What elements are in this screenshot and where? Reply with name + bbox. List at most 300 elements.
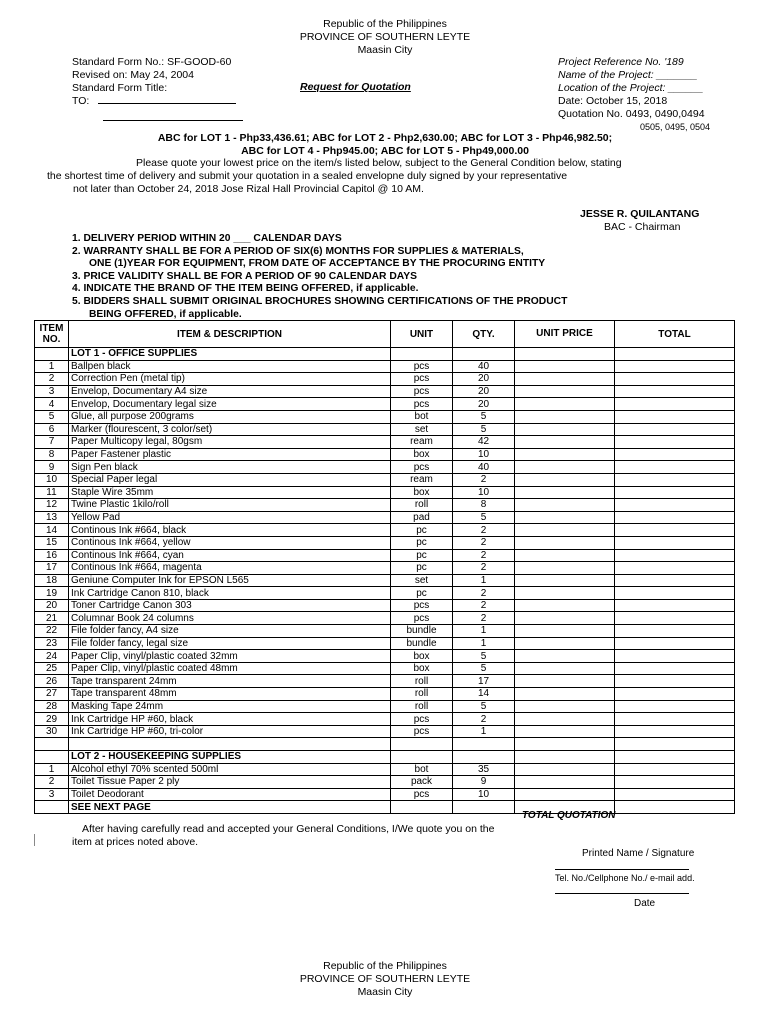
total-cell[interactable]: [615, 713, 735, 726]
total-cell[interactable]: [615, 385, 735, 398]
item-no-cell: 3: [35, 385, 69, 398]
table-row: [35, 511, 735, 524]
item-unit-cell: set: [391, 423, 453, 436]
item-qty-cell: 2: [453, 599, 515, 612]
table-row: [35, 473, 735, 486]
table-row: [35, 788, 735, 801]
item-unit-cell: pc: [391, 536, 453, 549]
item-description-cell: Columnar Book 24 columns: [69, 612, 391, 625]
item-no-cell: 13: [35, 511, 69, 524]
condition-2: 2. WARRANTY SHALL BE FOR A PERIOD OF SIX(6) MONTHS FOR SUPPLIES & MATERIALS,: [72, 245, 524, 257]
standard-form-title: Standard Form Title:: [72, 82, 168, 94]
item-no-cell: 27: [35, 688, 69, 701]
unit-price-cell[interactable]: [515, 448, 615, 461]
item-unit-cell: ream: [391, 436, 453, 449]
item-no-cell: 8: [35, 448, 69, 461]
item-no-cell: 24: [35, 650, 69, 663]
total-cell[interactable]: [615, 625, 735, 638]
header-line-2: PROVINCE OF SOUTHERN LEYTE: [299, 31, 471, 43]
see-next-page-row: [35, 801, 735, 814]
col-unit: UNIT: [391, 321, 453, 348]
item-no-cell: 30: [35, 725, 69, 738]
date-label: Date: [634, 898, 656, 909]
item-description-cell: Marker (flourescent, 3 color/set): [69, 423, 391, 436]
table-row: [35, 398, 735, 411]
footer-line-2: item at prices noted above.: [72, 836, 199, 848]
item-description-cell: Staple Wire 35mm: [69, 486, 391, 499]
tel-field[interactable]: [555, 869, 689, 870]
item-qty-cell: 5: [453, 700, 515, 713]
item-no-cell: [35, 751, 69, 764]
unit-price-cell[interactable]: [515, 788, 615, 801]
total-cell[interactable]: [615, 599, 735, 612]
unit-price-cell[interactable]: [515, 398, 615, 411]
total-cell[interactable]: [615, 700, 735, 713]
total-cell[interactable]: [615, 776, 735, 789]
item-no-cell: 19: [35, 587, 69, 600]
table-row: [35, 650, 735, 663]
empty-cell: [515, 348, 615, 361]
empty-cell: [615, 738, 735, 751]
item-qty-cell: 14: [453, 688, 515, 701]
empty-cell: [615, 801, 735, 814]
item-description-cell: Continous Ink #664, magenta: [69, 562, 391, 575]
item-qty-cell: 17: [453, 675, 515, 688]
blank-row: [35, 738, 735, 751]
item-unit-cell: pcs: [391, 599, 453, 612]
abc-line-1: ABC for LOT 1 - Php33,436.61; ABC for LOT 2 - Php2,630.00; ABC for LOT 3 - Php46,982.50;: [157, 132, 613, 144]
lot2-title-row: [35, 751, 735, 764]
quotation-no: Quotation No. 0493, 0490,0494: [558, 108, 705, 120]
item-qty-cell: 2: [453, 473, 515, 486]
printed-name-label: Printed Name / Signature: [582, 848, 695, 859]
unit-price-cell[interactable]: [515, 700, 615, 713]
item-unit-cell: bundle: [391, 625, 453, 638]
unit-price-cell[interactable]: [515, 499, 615, 512]
item-description-cell: Toner Cartridge Canon 303: [69, 599, 391, 612]
project-date: Date: October 15, 2018: [558, 95, 668, 107]
total-cell[interactable]: [615, 662, 735, 675]
table-row: [35, 763, 735, 776]
item-qty-cell: 5: [453, 410, 515, 423]
empty-cell: [391, 348, 453, 361]
item-unit-cell: pcs: [391, 461, 453, 474]
table-row: [35, 373, 735, 386]
unit-price-cell[interactable]: [515, 625, 615, 638]
item-description-cell: Yellow Pad: [69, 511, 391, 524]
empty-cell: [453, 348, 515, 361]
to-line: [72, 95, 243, 108]
empty-cell: [391, 801, 453, 814]
table-row: [35, 662, 735, 675]
total-cell[interactable]: [615, 436, 735, 449]
item-unit-cell: pcs: [391, 788, 453, 801]
footer-header-line-1: Republic of the Philippines: [323, 960, 447, 972]
item-qty-cell: 2: [453, 549, 515, 562]
item-unit-cell: pc: [391, 524, 453, 537]
empty-cell: [35, 738, 69, 751]
item-unit-cell: bot: [391, 410, 453, 423]
unit-price-cell[interactable]: [515, 688, 615, 701]
empty-cell: [453, 751, 515, 764]
unit-price-cell[interactable]: [515, 675, 615, 688]
unit-price-cell[interactable]: [515, 549, 615, 562]
total-cell[interactable]: [615, 650, 735, 663]
unit-price-cell[interactable]: [515, 436, 615, 449]
item-unit-cell: pcs: [391, 725, 453, 738]
total-cell[interactable]: [615, 410, 735, 423]
unit-price-cell[interactable]: [515, 473, 615, 486]
item-description-cell: Continous Ink #664, black: [69, 524, 391, 537]
unit-price-cell[interactable]: [515, 713, 615, 726]
footer-text: [72, 823, 494, 849]
empty-cell: [515, 751, 615, 764]
table-row: [35, 776, 735, 789]
item-unit-cell: pc: [391, 549, 453, 562]
item-description-cell: Sign Pen black: [69, 461, 391, 474]
unit-price-cell[interactable]: [515, 776, 615, 789]
item-qty-cell: 1: [453, 725, 515, 738]
col-qty: QTY.: [453, 321, 515, 348]
intro-text: [47, 157, 717, 196]
item-qty-cell: 10: [453, 486, 515, 499]
item-no-cell: 5: [35, 410, 69, 423]
item-description-cell: Special Paper legal: [69, 473, 391, 486]
table-row: [35, 599, 735, 612]
see-next-page: SEE NEXT PAGE: [69, 801, 391, 814]
item-qty-cell: 40: [453, 360, 515, 373]
item-unit-cell: set: [391, 574, 453, 587]
unit-price-cell[interactable]: [515, 360, 615, 373]
table-row: [35, 448, 735, 461]
item-description-cell: Geniune Computer Ink for EPSON L565: [69, 574, 391, 587]
item-unit-cell: bundle: [391, 637, 453, 650]
item-no-cell: 18: [35, 574, 69, 587]
intro-line-1: Please quote your lowest price on the item/s listed below, subject to the General Condition below, stating: [136, 157, 622, 169]
condition-3: 3. PRICE VALIDITY SHALL BE FOR A PERIOD OF 90 CALENDAR DAYS: [72, 270, 417, 282]
table-row: [35, 574, 735, 587]
margin-mark: [34, 834, 35, 846]
item-qty-cell: 2: [453, 536, 515, 549]
item-description-cell: Correction Pen (metal tip): [69, 373, 391, 386]
total-cell[interactable]: [615, 360, 735, 373]
empty-cell: [615, 751, 735, 764]
item-description-cell: Continous Ink #664, yellow: [69, 536, 391, 549]
item-unit-cell: box: [391, 650, 453, 663]
item-qty-cell: 35: [453, 763, 515, 776]
col-description: ITEM & DESCRIPTION: [69, 321, 391, 348]
revised-on: Revised on: May 24, 2004: [72, 69, 194, 81]
item-no-cell: 23: [35, 637, 69, 650]
item-no-cell: 7: [35, 436, 69, 449]
total-cell[interactable]: [615, 574, 735, 587]
item-unit-cell: roll: [391, 700, 453, 713]
item-no-cell: 26: [35, 675, 69, 688]
item-unit-cell: pad: [391, 511, 453, 524]
item-description-cell: Paper Clip, vinyl/plastic coated 48mm: [69, 662, 391, 675]
table-row: [35, 423, 735, 436]
item-description-cell: File folder fancy, A4 size: [69, 625, 391, 638]
unit-price-cell[interactable]: [515, 511, 615, 524]
table-row: [35, 410, 735, 423]
quotation-no-2: 0505, 0495, 0504: [640, 122, 711, 132]
table-row: [35, 612, 735, 625]
item-description-cell: Ballpen black: [69, 360, 391, 373]
total-cell[interactable]: [615, 688, 735, 701]
item-description-cell: Envelop, Documentary legal size: [69, 398, 391, 411]
total-cell[interactable]: [615, 461, 735, 474]
item-description-cell: Masking Tape 24mm: [69, 700, 391, 713]
unit-price-cell[interactable]: [515, 410, 615, 423]
item-no-cell: 29: [35, 713, 69, 726]
to-field-2[interactable]: [103, 108, 243, 121]
table-row: [35, 360, 735, 373]
conditions-list: [72, 233, 712, 321]
item-qty-cell: 2: [453, 612, 515, 625]
col-item-no: ITEM NO.: [35, 321, 69, 348]
table-row: [35, 625, 735, 638]
item-description-cell: Tape transparent 48mm: [69, 688, 391, 701]
item-qty-cell: 2: [453, 524, 515, 537]
unit-price-cell[interactable]: [515, 536, 615, 549]
item-no-cell: 22: [35, 625, 69, 638]
item-qty-cell: 1: [453, 625, 515, 638]
unit-price-cell[interactable]: [515, 650, 615, 663]
table-row: [35, 725, 735, 738]
item-unit-cell: roll: [391, 688, 453, 701]
item-description-cell: Paper Multicopy legal, 80gsm: [69, 436, 391, 449]
signatory-name: JESSE R. QUILANTANG: [580, 208, 700, 220]
to-field[interactable]: [98, 103, 236, 104]
empty-cell: [391, 738, 453, 751]
item-unit-cell: box: [391, 486, 453, 499]
item-qty-cell: 5: [453, 662, 515, 675]
item-unit-cell: box: [391, 448, 453, 461]
condition-4: 4. INDICATE THE BRAND OF THE ITEM BEING OFFERED, if applicable.: [72, 283, 419, 295]
unit-price-cell[interactable]: [515, 763, 615, 776]
total-cell[interactable]: [615, 398, 735, 411]
item-qty-cell: 5: [453, 511, 515, 524]
total-cell[interactable]: [615, 511, 735, 524]
item-qty-cell: 9: [453, 776, 515, 789]
header-line-1: Republic of the Philippines: [323, 18, 447, 30]
total-cell[interactable]: [615, 448, 735, 461]
item-no-cell: 11: [35, 486, 69, 499]
table-row: [35, 700, 735, 713]
item-description-cell: File folder fancy, legal size: [69, 637, 391, 650]
unit-price-cell[interactable]: [515, 662, 615, 675]
project-reference: Project Reference No. '189: [558, 56, 684, 68]
item-description-cell: Glue, all purpose 200grams: [69, 410, 391, 423]
total-cell[interactable]: [615, 423, 735, 436]
unit-price-cell[interactable]: [515, 587, 615, 600]
empty-cell: [69, 738, 391, 751]
item-description-cell: Ink Cartridge HP #60, tri-color: [69, 725, 391, 738]
table-row: [35, 637, 735, 650]
items-table: [34, 320, 735, 814]
item-no-cell: 15: [35, 536, 69, 549]
project-name: Name of the Project: _______: [558, 69, 698, 81]
item-unit-cell: roll: [391, 675, 453, 688]
item-no-cell: 2: [35, 373, 69, 386]
footer-line-1: After having carefully read and accepted your General Conditions, I/We quote you on the: [82, 823, 495, 835]
total-cell[interactable]: [615, 637, 735, 650]
item-no-cell: [35, 348, 69, 361]
item-unit-cell: pc: [391, 587, 453, 600]
table-row: [35, 688, 735, 701]
condition-5b: BEING OFFERED, if applicable.: [89, 308, 242, 320]
empty-cell: [515, 738, 615, 751]
item-no-cell: 6: [35, 423, 69, 436]
table-row: [35, 436, 735, 449]
unit-price-cell[interactable]: [515, 524, 615, 537]
footer-header-line-2: PROVINCE OF SOUTHERN LEYTE: [299, 973, 471, 985]
total-cell[interactable]: [615, 524, 735, 537]
total-cell[interactable]: [615, 763, 735, 776]
request-title: Request for Quotation: [300, 81, 411, 93]
table-row: [35, 499, 735, 512]
item-unit-cell: pcs: [391, 398, 453, 411]
item-qty-cell: 20: [453, 398, 515, 411]
unit-price-cell[interactable]: [515, 461, 615, 474]
unit-price-cell[interactable]: [515, 562, 615, 575]
header-line-3: Maasin City: [357, 44, 413, 56]
table-row: [35, 486, 735, 499]
item-unit-cell: bot: [391, 763, 453, 776]
table-row: [35, 587, 735, 600]
unit-price-cell[interactable]: [515, 599, 615, 612]
total-cell[interactable]: [615, 486, 735, 499]
item-qty-cell: 2: [453, 713, 515, 726]
table-row: [35, 713, 735, 726]
item-unit-cell: pcs: [391, 373, 453, 386]
item-qty-cell: 2: [453, 587, 515, 600]
item-description-cell: Alcohol ethyl 70% scented 500ml: [69, 763, 391, 776]
unit-price-cell[interactable]: [515, 423, 615, 436]
item-description-cell: Continous Ink #664, cyan: [69, 549, 391, 562]
table-row: [35, 385, 735, 398]
item-qty-cell: 2: [453, 562, 515, 575]
item-no-cell: 10: [35, 473, 69, 486]
item-qty-cell: 5: [453, 650, 515, 663]
table-row: [35, 675, 735, 688]
item-no-cell: 16: [35, 549, 69, 562]
item-no-cell: 28: [35, 700, 69, 713]
header-block: [0, 18, 770, 57]
item-qty-cell: 20: [453, 385, 515, 398]
total-cell[interactable]: [615, 675, 735, 688]
item-unit-cell: pcs: [391, 360, 453, 373]
table-row: [35, 562, 735, 575]
total-cell[interactable]: [615, 549, 735, 562]
condition-5: 5. BIDDERS SHALL SUBMIT ORIGINAL BROCHURES SHOWING CERTIFICATIONS OF THE PRODUCT: [72, 295, 568, 307]
item-no-cell: 9: [35, 461, 69, 474]
total-cell[interactable]: [615, 499, 735, 512]
table-row: [35, 549, 735, 562]
total-cell[interactable]: [615, 587, 735, 600]
col-total: TOTAL: [615, 321, 735, 348]
item-description-cell: Ink Cartridge Canon 810, black: [69, 587, 391, 600]
signatory-title: BAC - Chairman: [604, 221, 681, 233]
item-unit-cell: pcs: [391, 612, 453, 625]
item-description-cell: Tape transparent 24mm: [69, 675, 391, 688]
item-unit-cell: ream: [391, 473, 453, 486]
intro-line-3: not later than October 24, 2018 Jose Rizal Hall Provincial Capitol @ 10 AM.: [73, 183, 424, 195]
item-no-cell: 1: [35, 360, 69, 373]
item-no-cell: 2: [35, 776, 69, 789]
empty-cell: [453, 801, 515, 814]
unit-price-cell[interactable]: [515, 612, 615, 625]
item-unit-cell: roll: [391, 499, 453, 512]
item-qty-cell: 1: [453, 637, 515, 650]
abc-line-2: ABC for LOT 4 - Php945.00; ABC for LOT 5 - Php49,000.00: [241, 145, 529, 157]
item-description-cell: Twine Plastic 1kilo/roll: [69, 499, 391, 512]
unit-price-cell[interactable]: [515, 725, 615, 738]
standard-form-no: Standard Form No.: SF-GOOD-60: [72, 56, 232, 68]
item-qty-cell: 5: [453, 423, 515, 436]
project-info: [558, 56, 710, 134]
abc-block: [0, 132, 770, 158]
item-qty-cell: 10: [453, 448, 515, 461]
total-cell[interactable]: [615, 473, 735, 486]
table-row: [35, 524, 735, 537]
total-cell[interactable]: [615, 725, 735, 738]
date-field[interactable]: [555, 893, 689, 894]
item-qty-cell: 20: [453, 373, 515, 386]
table-row: [35, 461, 735, 474]
item-qty-cell: 8: [453, 499, 515, 512]
total-quotation-label: TOTAL QUOTATION: [522, 810, 616, 821]
item-no-cell: 20: [35, 599, 69, 612]
item-qty-cell: 10: [453, 788, 515, 801]
total-cell[interactable]: [615, 788, 735, 801]
item-qty-cell: 1: [453, 574, 515, 587]
unit-price-cell[interactable]: [515, 385, 615, 398]
items-table-body: [35, 348, 735, 814]
total-cell[interactable]: [615, 536, 735, 549]
item-unit-cell: pcs: [391, 385, 453, 398]
item-description-cell: Paper Fastener plastic: [69, 448, 391, 461]
total-cell[interactable]: [615, 373, 735, 386]
intro-line-2: the shortest time of delivery and submit your quotation in a sealed envelopne duly signed by your representative: [47, 170, 568, 182]
unit-price-cell[interactable]: [515, 486, 615, 499]
total-cell[interactable]: [615, 562, 735, 575]
item-unit-cell: pc: [391, 562, 453, 575]
item-description-cell: Envelop, Documentary A4 size: [69, 385, 391, 398]
unit-price-cell[interactable]: [515, 574, 615, 587]
empty-cell: [453, 738, 515, 751]
table-row: [35, 536, 735, 549]
unit-price-cell[interactable]: [515, 373, 615, 386]
table-header-row: [35, 321, 735, 348]
lot1-title: LOT 1 - OFFICE SUPPLIES: [69, 348, 391, 361]
item-description-cell: Toilet Deodorant: [69, 788, 391, 801]
lot1-title-row: [35, 348, 735, 361]
item-description-cell: Paper Clip, vinyl/plastic coated 32mm: [69, 650, 391, 663]
item-no-cell: 3: [35, 788, 69, 801]
item-no-cell: 12: [35, 499, 69, 512]
item-no-cell: 21: [35, 612, 69, 625]
condition-2b: ONE (1)YEAR FOR EQUIPMENT, FROM DATE OF ACCEPTANCE BY THE PROCURING ENTITY: [89, 258, 546, 270]
condition-1: 1. DELIVERY PERIOD WITHIN 20 ___ CALENDAR DAYS: [72, 233, 342, 244]
unit-price-cell[interactable]: [515, 637, 615, 650]
project-location: Location of the Project: ______: [558, 82, 704, 94]
total-cell[interactable]: [615, 612, 735, 625]
item-unit-cell: pack: [391, 776, 453, 789]
item-unit-cell: pcs: [391, 713, 453, 726]
item-no-cell: 14: [35, 524, 69, 537]
item-no-cell: 1: [35, 763, 69, 776]
